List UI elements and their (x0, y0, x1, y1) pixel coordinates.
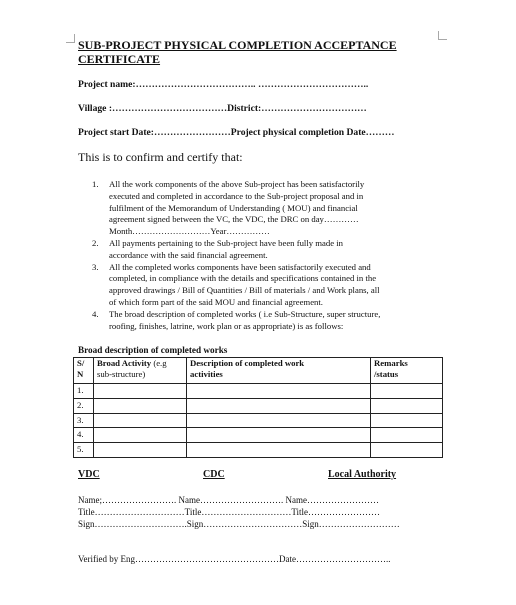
remarks-cell (371, 384, 443, 399)
clause-line: approved drawings / Bill of Quantities / Bill of materials / and Work plans, all (109, 285, 380, 296)
signature-name-line: Name;……………………. Name………………………. Name…………………… (78, 495, 379, 505)
title-line-2: CERTIFICATE (78, 52, 161, 66)
table-row (74, 384, 443, 399)
certificate-title (78, 38, 397, 66)
table-row (74, 413, 443, 428)
column-header-activity: Broad Activity (e.g sub-structure) (94, 358, 187, 384)
description-cell (187, 384, 371, 399)
village-district-field: Village :………………………………District:…………………………… (78, 103, 367, 114)
margin-corner-mark (438, 31, 447, 40)
table-row (74, 443, 443, 458)
row-number: 1. (74, 384, 94, 399)
signature-sign-line: Sign………………………….Sign……………………………Sign……………………… (78, 519, 400, 529)
column-header-sn: S/ N (74, 358, 94, 384)
clause-line: roofing, finishes, latrine, work plan or as appropriate) is as follows: (109, 320, 344, 331)
column-header-description: Description of completed work activities (187, 358, 371, 384)
column-header-remarks: Remarks /status (371, 358, 443, 384)
remarks-cell (371, 428, 443, 443)
clause-3 (92, 262, 430, 309)
local-authority-heading: Local Authority (328, 469, 397, 480)
clause-line: All payments pertaining to the Sub-project have been fully made in (109, 237, 344, 248)
activity-cell (94, 443, 187, 458)
clause-line: completed, in compliance with the details and specifications contained in the (109, 273, 377, 284)
clause-number: 3. (92, 261, 99, 272)
description-cell (187, 398, 371, 413)
remarks-cell (371, 398, 443, 413)
completed-works-table (73, 357, 443, 458)
project-dates-field: Project start Date:……………………Project physical completion Date……… (78, 127, 395, 138)
activity-cell (94, 428, 187, 443)
verification-line: Verified by Eng…………………………………………Date………………………….. (78, 554, 391, 564)
vdc-signatory-heading: VDC (78, 469, 100, 480)
clause-4 (92, 309, 430, 333)
activity-cell (94, 384, 187, 399)
table-row (74, 428, 443, 443)
table-header-row (74, 358, 443, 384)
row-number: 4. (74, 428, 94, 443)
clause-line: Month………………………Year…………… (109, 226, 270, 237)
clause-number: 1. (92, 179, 99, 189)
table-row (74, 398, 443, 413)
intro-statement: This is to confirm and certify that: (78, 150, 243, 164)
clause-line: accordance with the said financial agreement. (109, 249, 268, 260)
clause-line: of which form part of the said MOU and financial agreement. (109, 296, 323, 307)
remarks-cell (371, 413, 443, 428)
row-number: 3. (74, 413, 94, 428)
clause-line: fulfilment of the Memorandum of Understanding ( MOU) and financial (109, 202, 358, 213)
activity-cell (94, 413, 187, 428)
clause-number: 2. (92, 237, 99, 248)
signature-title-line: Title…………………………Title…………………………Title…………………… (78, 507, 381, 517)
clause-line: executed and completed in accordance to the Sub-project proposal and in (109, 190, 364, 201)
clause-line: agreement signed between the VC, the VDC, the DRC on day………… (109, 214, 359, 225)
row-number: 2. (74, 398, 94, 413)
title-line-1: SUB-PROJECT PHYSICAL COMPLETION ACCEPTANCE (78, 38, 397, 52)
clause-line: The broad description of completed works ( i.e Sub-Structure, super structure, (109, 308, 381, 319)
description-cell (187, 413, 371, 428)
table-caption: Broad description of completed works (78, 345, 228, 355)
clause-1 (92, 179, 430, 238)
row-number: 5. (74, 443, 94, 458)
margin-corner-mark (66, 34, 75, 43)
project-name-field: Project name:……………………………….. …………………………….. (78, 79, 369, 90)
clause-line: All the work components of the above Sub-project has been satisfactorily (109, 179, 365, 189)
description-cell (187, 428, 371, 443)
certification-clauses (92, 179, 430, 332)
clause-number: 4. (92, 308, 99, 319)
description-cell (187, 443, 371, 458)
remarks-cell (371, 443, 443, 458)
cdc-signatory-heading: CDC (203, 469, 225, 480)
clause-2 (92, 238, 430, 262)
clause-line: All the completed works components have been satisfactorily executed and (109, 261, 371, 272)
activity-cell (94, 398, 187, 413)
